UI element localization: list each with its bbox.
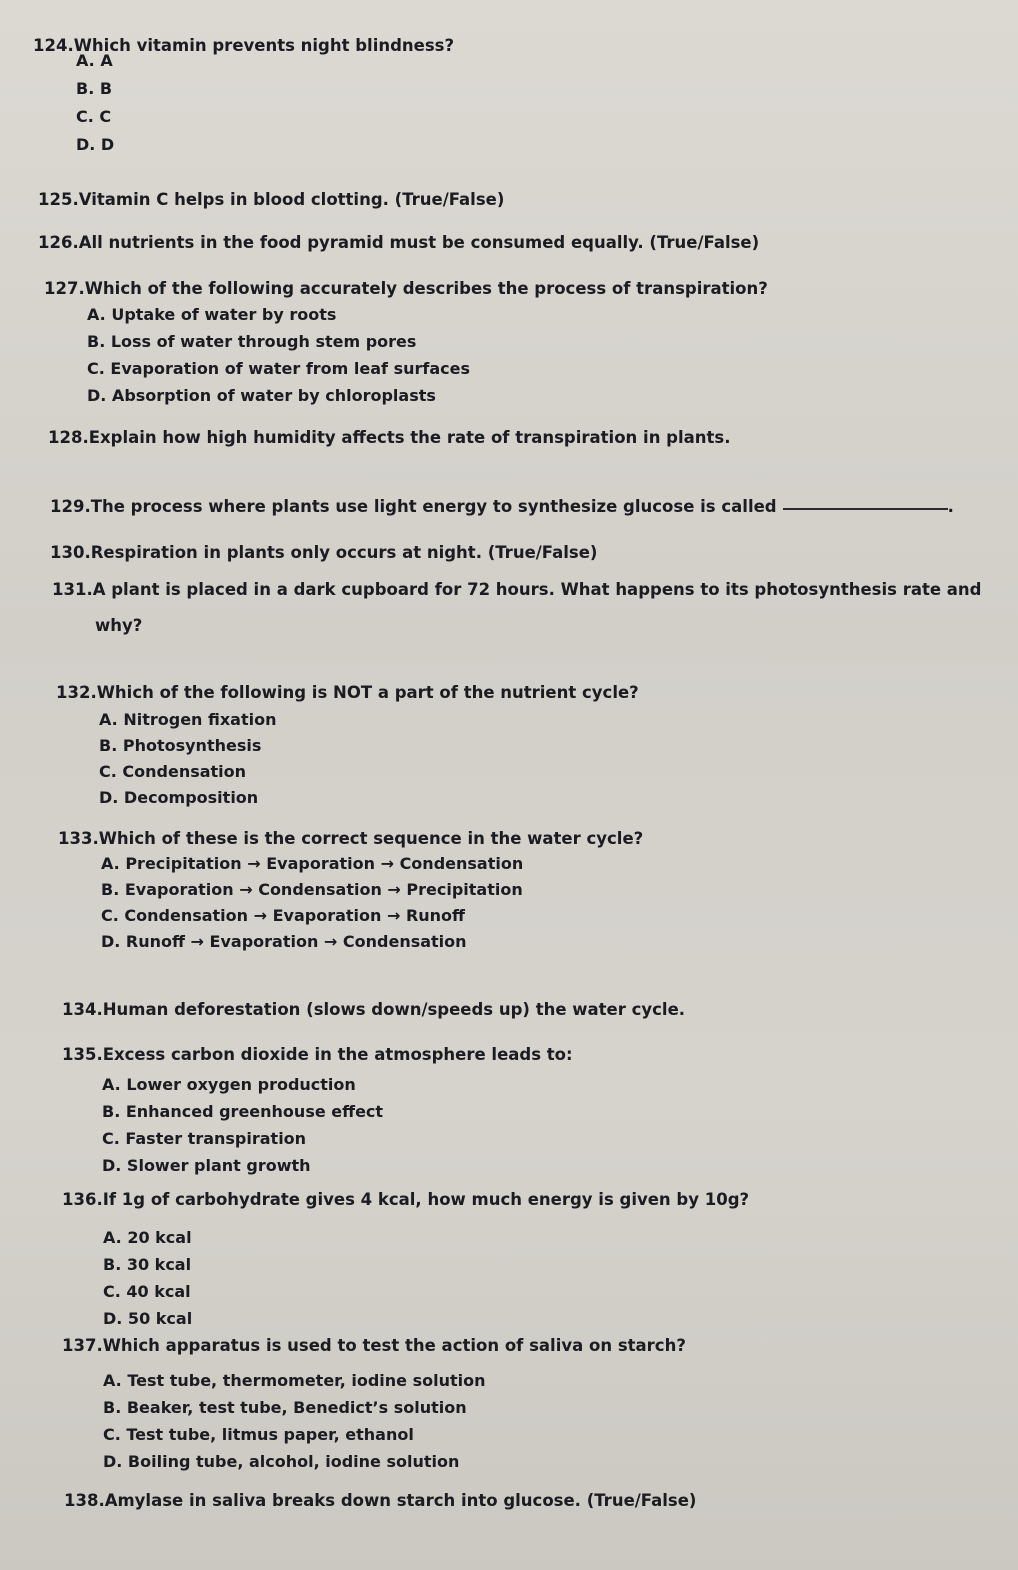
- option-b: B. B: [76, 79, 113, 98]
- question-text: Human deforestation (slows down/speeds up) the water cycle.: [102, 1000, 686, 1019]
- option-d: D. 50 kcal: [103, 1309, 193, 1328]
- option-a: A. 20 kcal: [103, 1228, 192, 1247]
- option-a: A. Test tube, thermometer, iodine solution: [103, 1371, 486, 1390]
- question-130: [50, 543, 1018, 562]
- option-d: D. Runoff → Evaporation → Condensation: [101, 932, 467, 951]
- question-number: 132.: [56, 683, 97, 702]
- option-d: D. Slower plant growth: [102, 1156, 311, 1175]
- question-text: If 1g of carbohydrate gives 4 kcal, how much energy is given by 10g?: [102, 1190, 750, 1209]
- question-133: [58, 829, 1018, 848]
- question-number: 133.: [58, 829, 99, 848]
- option-a: A. Lower oxygen production: [102, 1075, 356, 1094]
- option-d: D. Decomposition: [99, 788, 259, 807]
- question-129: [50, 497, 1018, 516]
- question-number: 128.: [48, 428, 89, 447]
- option-a: A. A: [76, 51, 113, 70]
- option-a: A. Precipitation → Evaporation → Condensation: [101, 854, 524, 873]
- question-128: [48, 428, 1018, 447]
- question-number: 124.: [33, 36, 74, 55]
- question-125: [38, 190, 1018, 209]
- question-text: Vitamin C helps in blood clotting. (True/False): [78, 190, 505, 209]
- question-number: 127.: [44, 279, 85, 298]
- question-suffix: .: [947, 497, 954, 516]
- question-text: The process where plants use light energy to synthesize glucose is called: [90, 497, 777, 516]
- option-c: C. Test tube, litmus paper, ethanol: [103, 1425, 414, 1444]
- question-number: 125.: [38, 190, 79, 209]
- question-135: [62, 1045, 1018, 1064]
- question-text: Excess carbon dioxide in the atmosphere leads to:: [102, 1045, 573, 1064]
- option-c: C. C: [76, 107, 112, 126]
- question-number: 134.: [62, 1000, 103, 1019]
- answer-blank[interactable]: [783, 508, 948, 510]
- question-text: Which vitamin prevents night blindness?: [73, 36, 455, 55]
- question-131-line-2: why?: [95, 616, 143, 635]
- question-text: All nutrients in the food pyramid must be consumed equally. (True/False): [78, 233, 760, 252]
- option-c: C. Condensation → Evaporation → Runoff: [101, 906, 465, 925]
- question-text: Amylase in saliva breaks down starch into glucose. (True/False): [104, 1491, 697, 1510]
- question-number: 138.: [64, 1491, 105, 1510]
- question-134: [62, 1000, 1018, 1019]
- question-138: [64, 1491, 1018, 1510]
- question-text: Explain how high humidity affects the rate of transpiration in plants.: [88, 428, 731, 447]
- question-number: 126.: [38, 233, 79, 252]
- question-text: Which of the following is NOT a part of the nutrient cycle?: [96, 683, 639, 702]
- option-c: C. Evaporation of water from leaf surfaces: [87, 359, 470, 378]
- question-127: [44, 279, 1018, 298]
- option-c: C. 40 kcal: [103, 1282, 191, 1301]
- option-b: B. Loss of water through stem pores: [87, 332, 417, 351]
- option-d: D. Boiling tube, alcohol, iodine solution: [103, 1452, 460, 1471]
- question-132: [56, 683, 1018, 702]
- option-b: B. Photosynthesis: [99, 736, 262, 755]
- option-a: A. Uptake of water by roots: [87, 305, 337, 324]
- question-text: Which of these is the correct sequence in the water cycle?: [98, 829, 644, 848]
- question-136: [62, 1190, 1018, 1209]
- question-131: [52, 580, 1018, 599]
- option-d: D. Absorption of water by chloroplasts: [87, 386, 436, 405]
- question-number: 131.: [52, 580, 93, 599]
- option-a: A. Nitrogen fixation: [99, 710, 277, 729]
- question-126: [38, 233, 1018, 252]
- question-text: Which apparatus is used to test the action of saliva on starch?: [102, 1336, 686, 1355]
- option-b: B. Beaker, test tube, Benedict’s solution: [103, 1398, 467, 1417]
- question-text: Which of the following accurately describes the process of transpiration?: [84, 279, 768, 298]
- question-137: [62, 1336, 1018, 1355]
- option-b: B. Enhanced greenhouse effect: [102, 1102, 384, 1121]
- option-b: B. Evaporation → Condensation → Precipitation: [101, 880, 523, 899]
- option-d: D. D: [76, 135, 115, 154]
- question-number: 137.: [62, 1336, 103, 1355]
- question-number: 136.: [62, 1190, 103, 1209]
- option-c: C. Faster transpiration: [102, 1129, 307, 1148]
- option-b: B. 30 kcal: [103, 1255, 192, 1274]
- question-number: 129.: [50, 497, 91, 516]
- question-124: [33, 36, 1018, 55]
- question-number: 130.: [50, 543, 91, 562]
- option-c: C. Condensation: [99, 762, 247, 781]
- question-number: 135.: [62, 1045, 103, 1064]
- question-text: Respiration in plants only occurs at night. (True/False): [90, 543, 598, 562]
- question-text: A plant is placed in a dark cupboard for 72 hours. What happens to its photosynthesis rate and: [92, 580, 982, 599]
